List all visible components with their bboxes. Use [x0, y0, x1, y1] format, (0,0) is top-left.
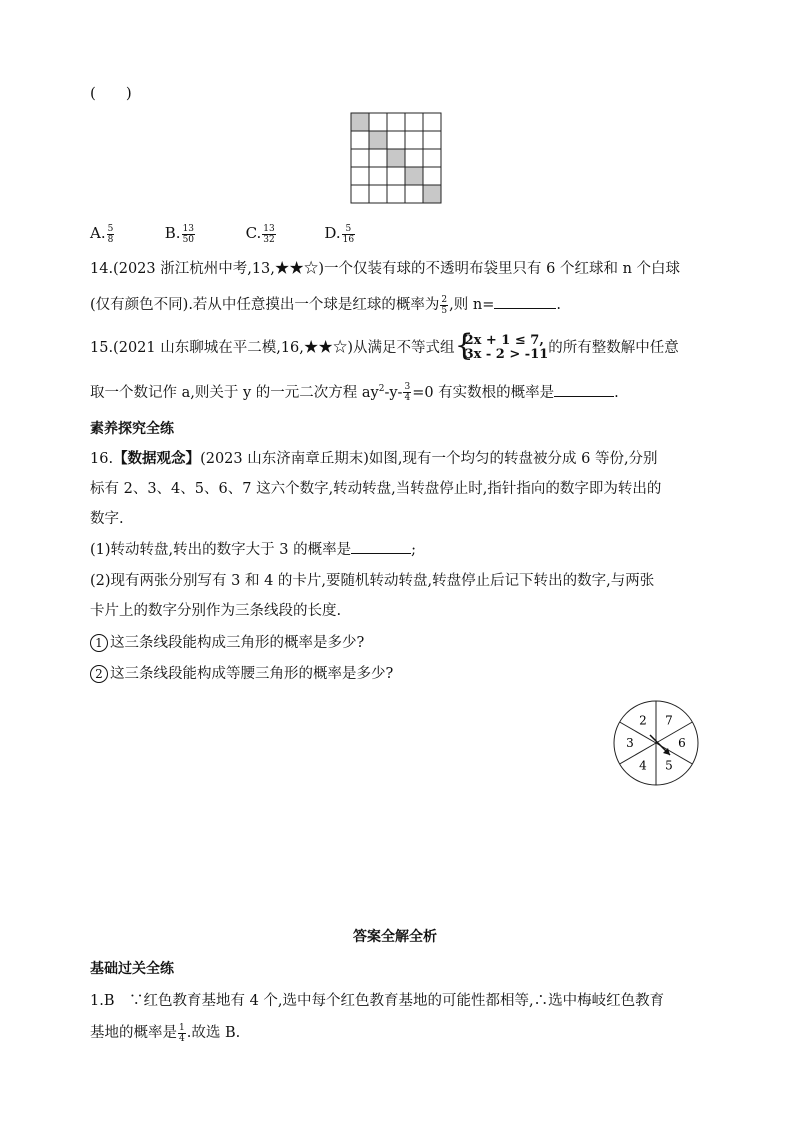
q16-part2-line1: (2)现有两张分别写有 3 和 4 的卡片,要随机转动转盘,转盘停止后记下转出的数字,与两张 [90, 573, 655, 589]
grid-cell-shaded [423, 185, 441, 203]
answer1-line1: 1.B ∵红色教育基地有 4 个,选中每个红色教育基地的可能性都相等,∴选中梅岐红色教育 [90, 993, 665, 1009]
option-c[interactable] [246, 222, 320, 245]
q15-line2: 取一个数记作 a,则关于 y 的一元二次方程 $ay^2-y-$ $\frac{3}{4}$ =0 有实数根的概率是 . [90, 382, 619, 404]
grid-cell [369, 149, 387, 167]
grid-cell [351, 131, 369, 149]
grid-cell [405, 131, 423, 149]
spinner-figure [608, 700, 704, 786]
circled-number-icon: 2 [90, 665, 108, 683]
option-letter: D. [324, 224, 341, 242]
grid-cell [351, 185, 369, 203]
q16-part1: (1)转动转盘,转出的数字大于 3 的概率是 ; [90, 539, 416, 561]
option-letter: B. [164, 224, 181, 242]
option-letter: A. [90, 224, 106, 242]
q15-answer-blank[interactable] [554, 382, 614, 397]
option-fraction: $\frac{13}{50}$ [182, 223, 195, 245]
q16-part1-blank[interactable] [351, 539, 411, 554]
q15-fraction: $\frac{3}{4}$ [404, 382, 411, 404]
grid-cell [387, 167, 405, 185]
q14-answer-blank[interactable] [494, 294, 556, 309]
spinner-number: 6 [678, 736, 686, 750]
spinner-number: 7 [665, 713, 673, 728]
grid-cell [405, 149, 423, 167]
spinner-number: 4 [639, 758, 647, 773]
option-letter: C. [245, 224, 262, 242]
answer-paren: ( ) [90, 84, 132, 102]
grid-cell-shaded [405, 167, 423, 185]
option-a[interactable] [90, 222, 160, 245]
grid-cell-shaded [387, 149, 405, 167]
grid-cell [387, 113, 405, 131]
answer1-line2: 基地的概率是 $\frac{1}{4}$ .故选 B. [90, 1022, 241, 1044]
spinner-number: 2 [639, 713, 647, 728]
grid-cell [369, 185, 387, 203]
q15-line1: 15.(2021 山东聊城在平二模,16,★★☆)从满足不等式组 { 2x + 1 ≤ 7, 3x - 2 > -11 的所有整数解中任意 [90, 328, 679, 363]
grid-cell [423, 131, 441, 149]
grid-cell [423, 149, 441, 167]
q16-part2-line2: 卡片上的数字分别作为三条线段的长度. [90, 603, 342, 619]
spinner-number: 5 [665, 758, 673, 773]
grid-cell [369, 113, 387, 131]
q16-line2: 标有 2、3、4、5、6、7 这六个数字,转动转盘,当转盘停止时,指针指向的数字即为转出的 [90, 481, 662, 497]
option-fraction: $\frac{5}{8}$ [107, 223, 114, 245]
option-d[interactable] [324, 222, 356, 245]
grid-figure [350, 112, 444, 206]
q14-line2: (仅有颜色不同).若从中任意摸出一个球是红球的概率为 $\frac{2}{5}$ ,则 n= . [90, 294, 561, 316]
q16-sub1: 1 这三条线段能构成三角形的概率是多少? [90, 632, 364, 654]
grid-cell [387, 185, 405, 203]
grid-cell [423, 167, 441, 185]
q16-sub2: 2 这三条线段能构成等腰三角形的概率是多少? [90, 663, 393, 685]
q16-line1: 16.【数据观念】(2023 山东济南章丘期末)如图,现有一个均匀的转盘被分成 6 等份,分别 [90, 450, 658, 467]
circled-number-icon: 1 [90, 634, 108, 652]
grid-cell [405, 113, 423, 131]
answer1-fraction: $\frac{1}{4}$ [179, 1022, 185, 1044]
q13-options [90, 222, 356, 245]
q14-fraction: $\frac{2}{5}$ [441, 294, 448, 316]
spinner-number: 3 [626, 736, 634, 750]
section-heading: 素养探究全练 [90, 421, 174, 437]
grid-cell [369, 167, 387, 185]
inequality-system: { 2x + 1 ≤ 7, 3x - 2 > -11 [454, 328, 549, 363]
option-fraction: $\frac{5}{16}$ [342, 223, 355, 245]
answer-title: 答案全解全析 [353, 929, 437, 945]
grid-cell-shaded [351, 113, 369, 131]
grid-cell [405, 185, 423, 203]
answer-section-heading: 基础过关全练 [90, 961, 174, 977]
grid-cell [387, 131, 405, 149]
q16-line3: 数字. [90, 511, 124, 527]
grid-cell [423, 113, 441, 131]
grid-cell [351, 149, 369, 167]
grid-cell-shaded [369, 131, 387, 149]
option-fraction: $\frac{13}{32}$ [263, 223, 275, 245]
grid-cell [351, 167, 369, 185]
q14-line1: 14.(2023 浙江杭州中考,13,★★☆)一个仅装有球的不透明布袋里只有 6 个红球和 n 个白球 [90, 261, 681, 277]
option-b[interactable] [165, 222, 241, 245]
